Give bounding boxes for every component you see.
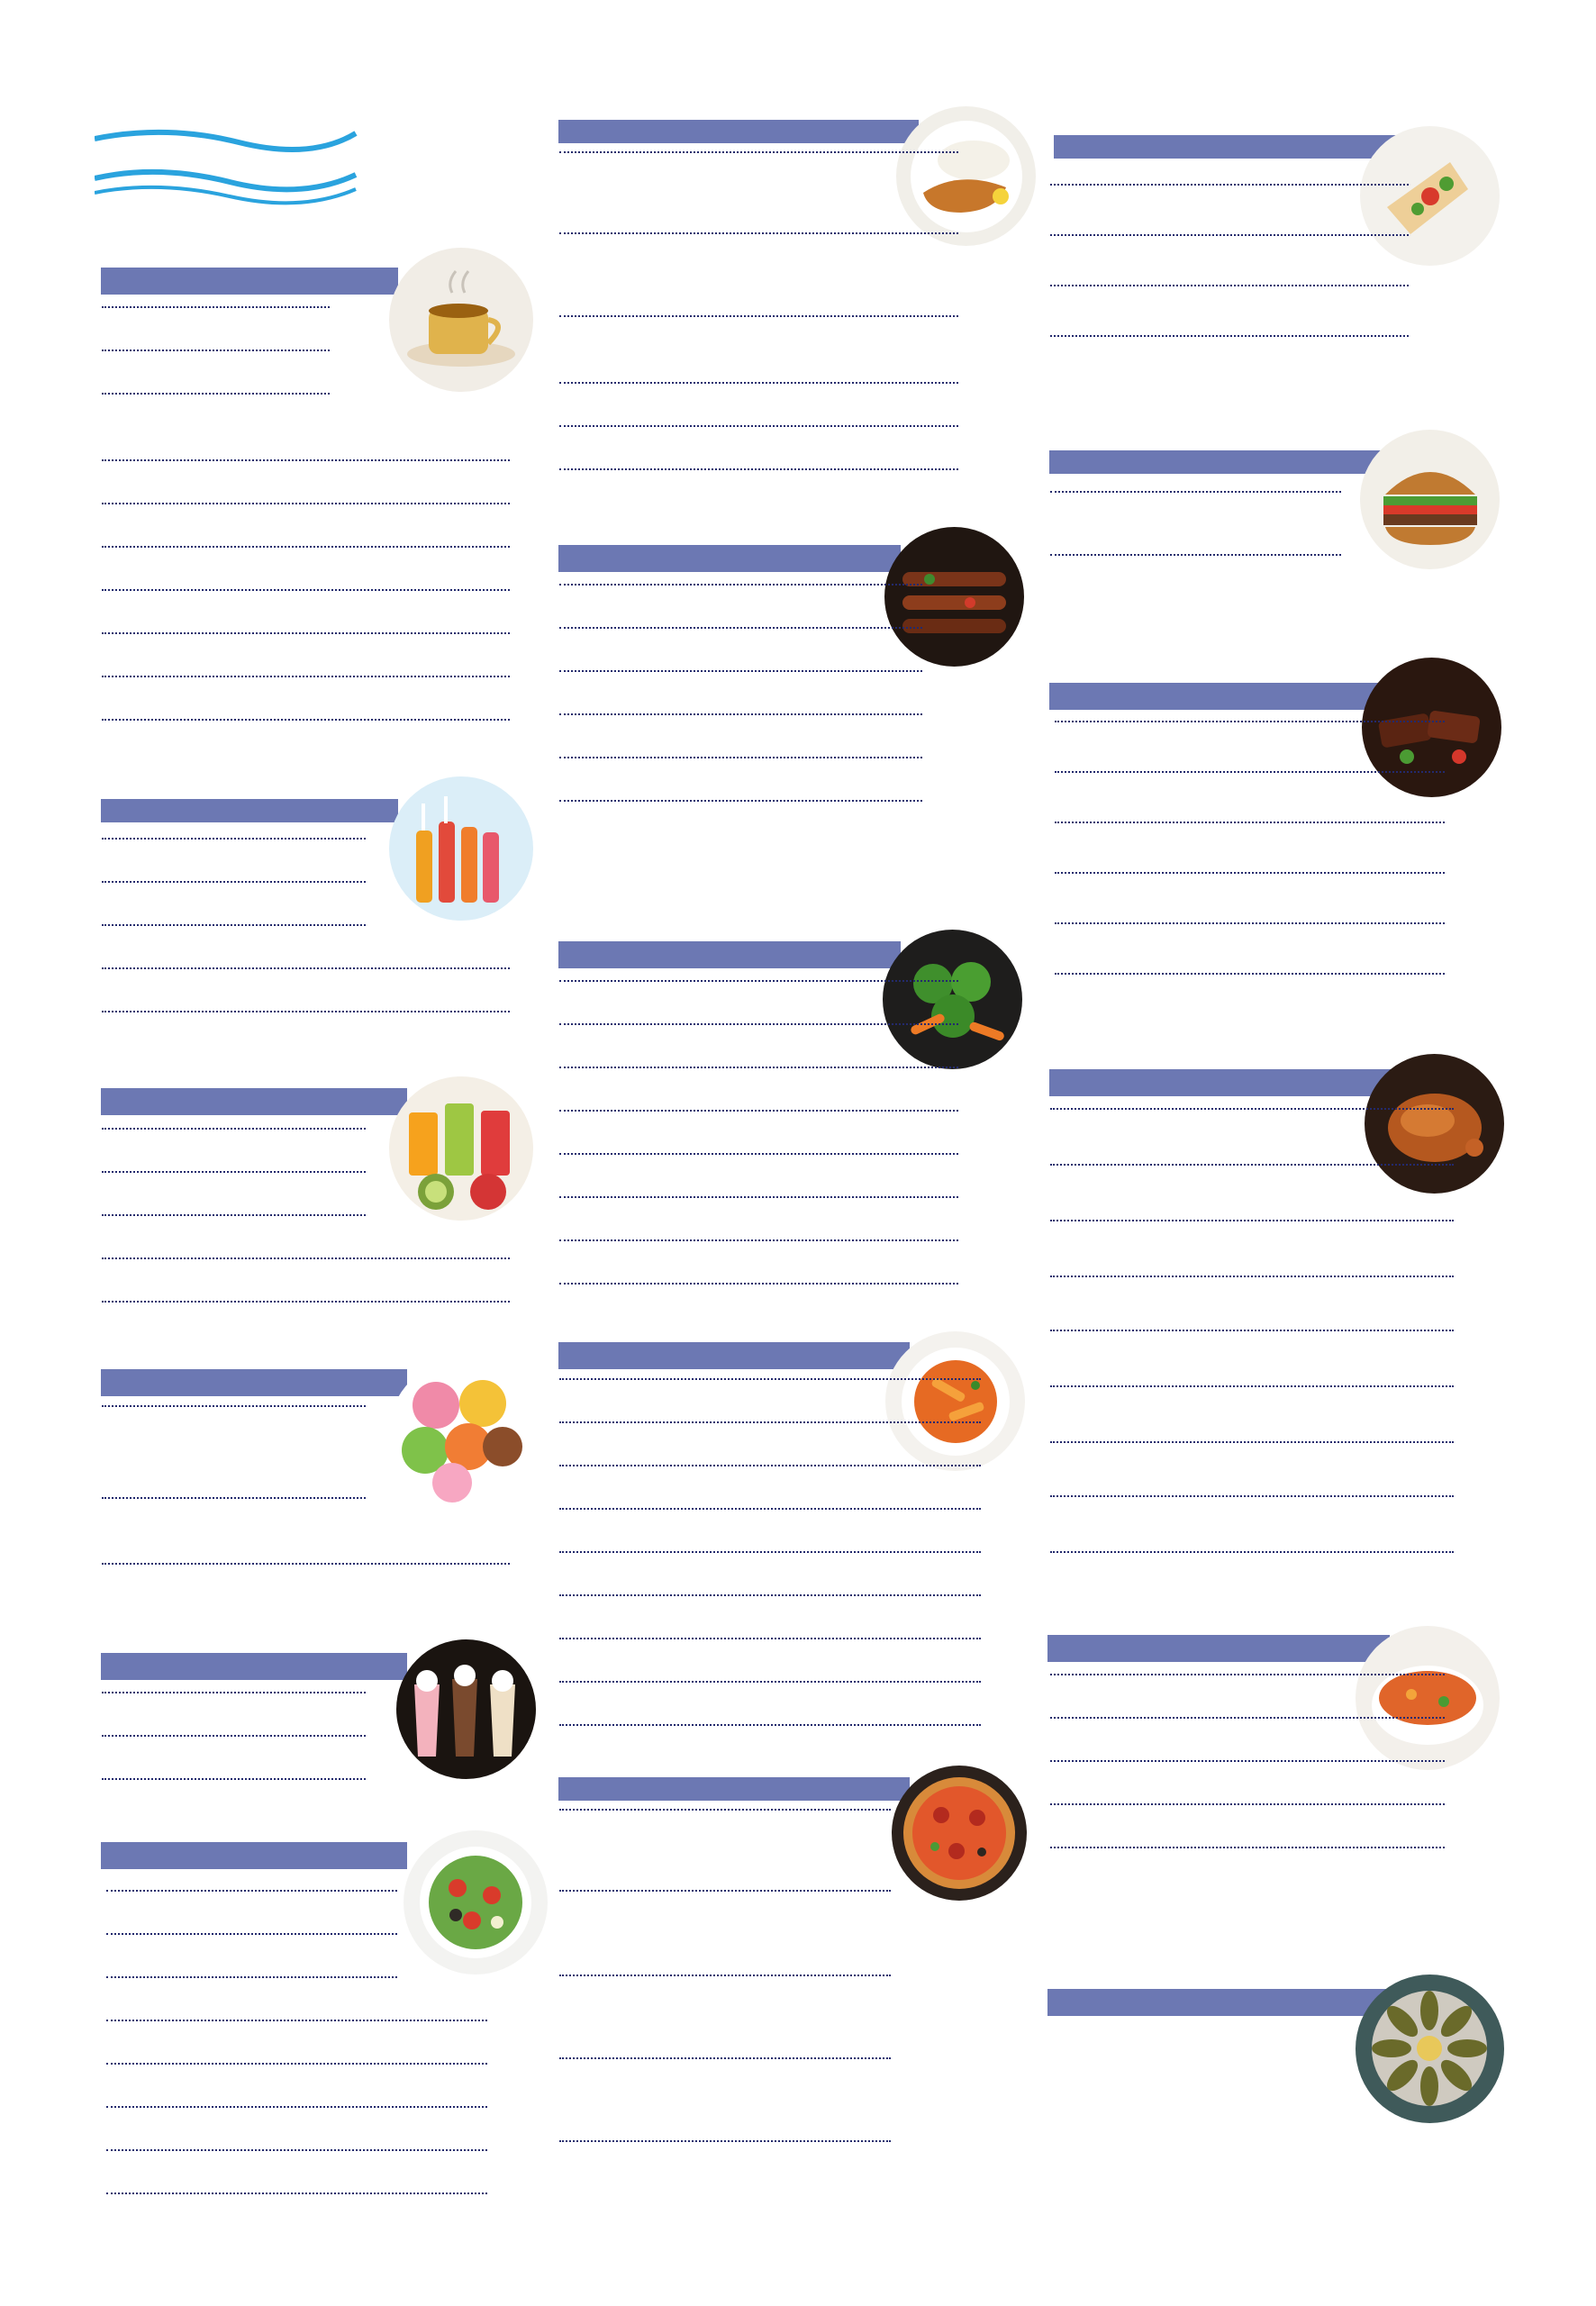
leader-dots xyxy=(559,1594,981,1596)
menu-item xyxy=(557,1378,984,1385)
leader-dots xyxy=(102,503,510,504)
leader-dots xyxy=(102,1563,510,1565)
leader-dots xyxy=(559,232,958,234)
leader-dots xyxy=(559,382,958,384)
section-pizza xyxy=(558,1777,910,1801)
leader-dots xyxy=(1055,771,1445,773)
menu-item xyxy=(99,967,513,975)
menu-item xyxy=(557,757,926,764)
menu-item xyxy=(557,232,962,240)
section-title xyxy=(101,1842,407,1869)
section-title xyxy=(558,120,919,143)
leader-dots xyxy=(1050,1674,1445,1675)
leader-dots xyxy=(559,980,958,982)
leader-dots xyxy=(1055,721,1445,722)
leader-dots xyxy=(559,1378,981,1380)
leader-dots xyxy=(106,2063,487,2065)
leader-dots xyxy=(559,1638,981,1639)
leader-dots xyxy=(106,1933,397,1935)
section-title xyxy=(101,268,398,295)
leader-dots xyxy=(559,1283,958,1285)
menu-item xyxy=(99,393,333,400)
menu-item xyxy=(557,1551,984,1558)
leader-dots xyxy=(1050,285,1409,286)
leader-dots xyxy=(1050,1330,1454,1331)
leader-dots xyxy=(102,1778,366,1780)
menu-item xyxy=(557,1638,984,1645)
menu-item xyxy=(104,2193,491,2200)
leader-dots xyxy=(102,1011,510,1012)
menu-item xyxy=(99,306,333,313)
menu-item xyxy=(1052,771,1448,778)
menu-item xyxy=(1047,554,1345,561)
leader-dots xyxy=(559,713,922,715)
section-birds xyxy=(1049,1069,1392,1096)
leader-dots xyxy=(102,589,510,591)
menu-item xyxy=(557,468,962,476)
menu-item xyxy=(99,546,513,553)
leader-dots xyxy=(559,670,922,672)
menu-item xyxy=(557,425,962,432)
section-title xyxy=(1049,450,1383,474)
section-juices xyxy=(101,1088,407,1115)
menu-item xyxy=(1047,1276,1457,1283)
menu-item xyxy=(1052,922,1448,930)
juices-photo xyxy=(389,1076,533,1221)
leader-dots xyxy=(559,584,922,586)
leader-dots xyxy=(102,306,330,308)
leader-dots xyxy=(559,1023,958,1025)
stuffed-leaves-photo xyxy=(1356,1975,1504,2123)
leader-dots xyxy=(559,2057,891,2059)
menu-item xyxy=(99,1301,513,1308)
leader-dots xyxy=(559,151,958,153)
soft-drinks-photo xyxy=(389,776,533,921)
tea-photo xyxy=(389,248,533,392)
menu-item xyxy=(99,589,513,596)
menu-item xyxy=(557,1890,894,1897)
leader-dots xyxy=(559,1153,958,1155)
section-title xyxy=(558,941,901,968)
menu-item xyxy=(557,1465,984,1472)
leader-dots xyxy=(102,1735,366,1737)
section-title xyxy=(101,1088,407,1115)
grill-photo xyxy=(884,527,1024,667)
menu-item xyxy=(99,1405,369,1412)
menu-item xyxy=(99,632,513,640)
section-sandwiches xyxy=(1049,450,1383,474)
section-title xyxy=(1054,135,1396,159)
menu-item xyxy=(99,719,513,726)
menu-item xyxy=(557,584,926,591)
section-stuffed-vegetables xyxy=(1047,1989,1390,2016)
leader-dots xyxy=(1050,554,1341,556)
section-title xyxy=(1047,1989,1390,2016)
menu-item xyxy=(557,1975,894,1982)
section-title xyxy=(101,799,398,822)
menu-item xyxy=(1047,1495,1457,1503)
menu-item xyxy=(99,1011,513,1018)
menu-item xyxy=(99,676,513,683)
menu-item xyxy=(99,1257,513,1265)
leader-dots xyxy=(102,1214,366,1216)
leader-dots xyxy=(559,1809,891,1811)
leader-dots xyxy=(559,1551,981,1553)
leader-dots xyxy=(1050,1276,1454,1277)
leader-dots xyxy=(559,1421,981,1423)
leader-dots xyxy=(559,1681,981,1683)
menu-item xyxy=(1047,234,1412,241)
menu-item xyxy=(557,382,962,389)
leader-dots xyxy=(559,757,922,758)
menu-item xyxy=(557,1153,962,1160)
salad-photo xyxy=(404,1830,548,1975)
section-title xyxy=(558,1777,910,1801)
leader-dots xyxy=(1050,1495,1454,1497)
leader-dots xyxy=(102,719,510,721)
pasta-photo xyxy=(885,1331,1025,1471)
leader-dots xyxy=(102,459,510,461)
leader-dots xyxy=(106,2020,487,2021)
menu-item xyxy=(557,315,962,322)
menu-item xyxy=(1047,1803,1448,1811)
leader-dots xyxy=(559,1239,958,1241)
leader-dots xyxy=(559,627,922,629)
leader-dots xyxy=(559,2140,891,2142)
section-grilled xyxy=(558,545,901,572)
leader-dots xyxy=(102,1257,510,1259)
leader-dots xyxy=(102,1497,366,1499)
leader-dots xyxy=(1050,1385,1454,1387)
section-vegetables xyxy=(558,941,901,968)
menu-item xyxy=(1047,1220,1457,1227)
chicken-photo xyxy=(1365,1054,1504,1194)
leader-dots xyxy=(102,546,510,548)
menu-item xyxy=(99,350,333,357)
leader-dots xyxy=(1050,1847,1445,1848)
leader-dots xyxy=(106,2106,487,2108)
milkshake-photo xyxy=(396,1639,536,1779)
section-rice-pasta xyxy=(558,1342,910,1369)
leader-dots xyxy=(1050,1803,1445,1805)
menu-item xyxy=(99,924,369,931)
menu-item xyxy=(557,2140,894,2147)
leader-dots xyxy=(1050,1164,1454,1166)
menu-item xyxy=(557,1594,984,1602)
menu-item xyxy=(99,1171,369,1178)
leader-dots xyxy=(102,838,366,840)
leader-dots xyxy=(559,1110,958,1112)
menu-item xyxy=(99,503,513,510)
menu-item xyxy=(557,1067,962,1074)
menu-item xyxy=(104,1890,401,1897)
leader-dots xyxy=(106,1890,397,1892)
menu-item xyxy=(557,1283,962,1290)
leader-dots xyxy=(559,315,958,317)
section-salads xyxy=(101,1842,407,1869)
leader-dots xyxy=(1050,1551,1454,1553)
menu-item xyxy=(1052,973,1448,980)
section-title xyxy=(1049,1069,1392,1096)
menu-item xyxy=(1047,1164,1457,1171)
menu-item xyxy=(1047,1717,1448,1724)
leader-dots xyxy=(1050,335,1409,337)
section-soup xyxy=(1047,1635,1390,1662)
leader-dots xyxy=(102,1405,366,1407)
menu-item xyxy=(557,1508,984,1515)
leader-dots xyxy=(102,676,510,677)
section-meals xyxy=(558,120,919,143)
menu-item xyxy=(1052,721,1448,728)
menu-item xyxy=(557,1421,984,1429)
section-title xyxy=(558,1342,910,1369)
leader-dots xyxy=(1050,184,1409,186)
leader-dots xyxy=(1050,1441,1454,1443)
menu-item xyxy=(557,2057,894,2065)
section-hot-drinks xyxy=(101,268,398,295)
leader-dots xyxy=(106,1976,397,1978)
menu-item xyxy=(557,800,926,807)
menu-item xyxy=(99,1128,369,1135)
leader-dots xyxy=(559,1508,981,1510)
menu-item xyxy=(99,1214,369,1221)
leader-dots xyxy=(1055,872,1445,874)
section-title xyxy=(101,1653,407,1680)
leader-dots xyxy=(1055,973,1445,975)
menu-item xyxy=(1047,1330,1457,1337)
menu-item xyxy=(1047,1674,1448,1681)
menu-item xyxy=(1052,872,1448,879)
section-sweets xyxy=(101,1369,407,1396)
leader-dots xyxy=(559,1465,981,1466)
leader-dots xyxy=(102,1692,366,1693)
leader-dots xyxy=(559,468,958,470)
ice-cream-photo xyxy=(389,1360,533,1504)
menu-item xyxy=(557,1239,962,1247)
burger-photo xyxy=(1360,430,1500,569)
menu-item xyxy=(1047,491,1345,498)
leader-dots xyxy=(559,1890,891,1892)
menu-item xyxy=(99,1692,369,1699)
soup-photo xyxy=(1356,1626,1500,1770)
menu-item xyxy=(557,151,962,159)
menu-item xyxy=(1047,335,1412,342)
menu-item xyxy=(104,2020,491,2027)
leader-dots xyxy=(102,393,330,395)
menu-item xyxy=(99,459,513,467)
leader-dots xyxy=(1050,234,1409,236)
menu-item xyxy=(104,1976,401,1984)
menu-item xyxy=(99,1778,369,1785)
section-milkshake xyxy=(101,1653,407,1680)
leader-dots xyxy=(559,1975,891,1976)
leader-dots xyxy=(102,967,510,969)
menu-item xyxy=(557,1809,894,1816)
section-meat xyxy=(1049,683,1383,710)
menu-item xyxy=(1047,1385,1457,1393)
wrap-photo xyxy=(1360,126,1500,266)
menu-item xyxy=(104,2063,491,2070)
menu-item xyxy=(1047,184,1412,191)
menu-item xyxy=(557,1724,984,1731)
menu-item xyxy=(1047,1847,1448,1854)
leader-dots xyxy=(102,1301,510,1303)
leader-dots xyxy=(102,350,330,351)
leader-dots xyxy=(102,924,366,926)
menu-item xyxy=(557,1196,962,1203)
fish-photo xyxy=(896,106,1036,246)
menu-item xyxy=(557,1110,962,1117)
menu-item xyxy=(1047,1760,1448,1767)
leader-dots xyxy=(1055,822,1445,823)
leader-dots xyxy=(559,1724,981,1726)
menu-item xyxy=(557,1023,962,1030)
menu-item xyxy=(557,713,926,721)
menu-item xyxy=(99,1563,513,1570)
menu-item xyxy=(1047,1441,1457,1448)
leader-dots xyxy=(102,632,510,634)
leader-dots xyxy=(106,2149,487,2151)
leader-dots xyxy=(1050,1220,1454,1221)
menu-item xyxy=(104,2106,491,2113)
menu-item xyxy=(104,2149,491,2156)
leader-dots xyxy=(1050,1717,1445,1719)
menu-item xyxy=(104,1933,401,1940)
menu-item xyxy=(99,838,369,845)
leader-dots xyxy=(106,2193,487,2194)
menu-item xyxy=(557,627,926,634)
menu-item xyxy=(1047,1551,1457,1558)
menu-item xyxy=(99,881,369,888)
section-title xyxy=(101,1369,407,1396)
section-title xyxy=(558,545,901,572)
leader-dots xyxy=(102,1171,366,1173)
pizza-photo xyxy=(892,1766,1027,1901)
leader-dots xyxy=(559,1067,958,1068)
leader-dots xyxy=(559,1196,958,1198)
leader-dots xyxy=(1050,491,1341,493)
leader-dots xyxy=(1050,1760,1445,1762)
menu-item xyxy=(557,980,962,987)
section-title xyxy=(1047,1635,1390,1662)
menu-item xyxy=(1047,285,1412,292)
section-soft-drinks xyxy=(101,799,398,822)
menu-item xyxy=(99,1497,369,1504)
menu-item xyxy=(1047,1108,1457,1115)
section-wrap xyxy=(1054,135,1396,159)
menu-item xyxy=(557,670,926,677)
leader-dots xyxy=(559,425,958,427)
leader-dots xyxy=(102,1128,366,1130)
vegetables-photo xyxy=(883,930,1022,1069)
leader-dots xyxy=(559,800,922,802)
menu-item xyxy=(1052,822,1448,829)
leader-dots xyxy=(1055,922,1445,924)
section-title xyxy=(1049,683,1383,710)
menu-item xyxy=(557,1681,984,1688)
leader-dots xyxy=(102,881,366,883)
menu-item xyxy=(99,1735,369,1742)
leader-dots xyxy=(1050,1108,1454,1110)
